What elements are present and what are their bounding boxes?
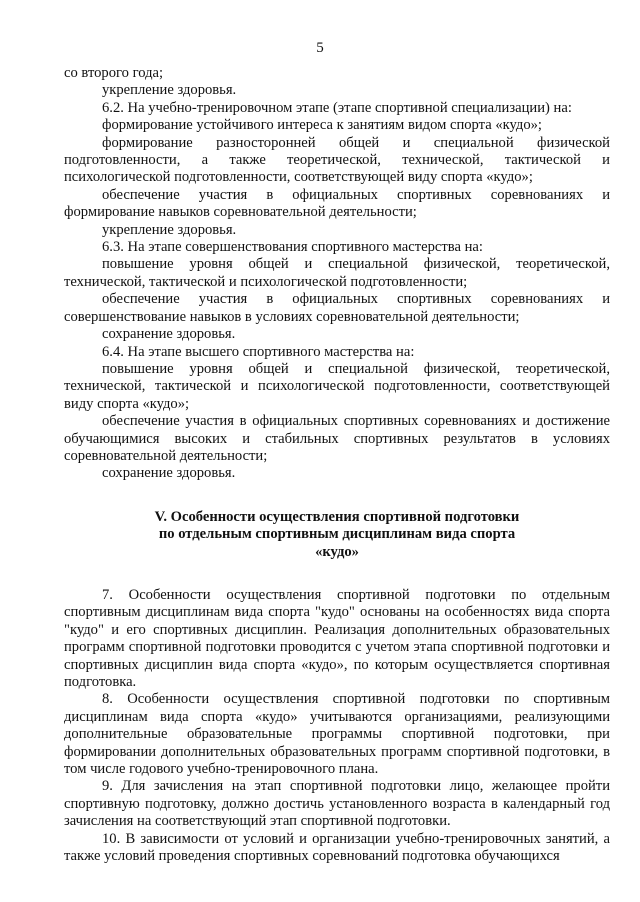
paragraph: формирование устойчивого интереса к занятиям видом спорта «кудо»; xyxy=(102,117,542,134)
paragraph: формирование разносторонней общей и специальной физической подготовленности, а также теоретической, технической, тактической и психологической подготовленности, соответствующей виду спорта «кудо»; xyxy=(64,134,610,186)
paragraph: укрепление здоровья. xyxy=(102,221,237,238)
page-number: 5 xyxy=(316,40,324,56)
paragraph: сохранение здоровья. xyxy=(102,465,236,482)
paragraph: повышение уровня общей и специальной физической, теоретической, технической, тактической и психологической подготовленности; xyxy=(64,256,610,290)
section-heading xyxy=(64,509,610,561)
paragraph: 6.4. На этапе высшего спортивного мастерства на: xyxy=(102,343,415,360)
paragraph: сохранение здоровья. xyxy=(102,326,236,343)
paragraph: 6.3. На этапе совершенствования спортивного мастерства на: xyxy=(102,239,483,256)
paragraph: 7. Особенности осуществления спортивной подготовки по отдельным спортивным дисциплинам вида спорта "кудо" основаны на особенностях вида спорта "кудо" и его спортивных дисциплин. Реализация дополнительных образовательных программ спортивной подготовки проводится с учетом этапа спортивной подготовки и спортивных дисциплин вида спорта «кудо», по которым осуществляется спортивная подготовка. xyxy=(64,586,610,690)
paragraph: 9. Для зачисления на этап спортивной подготовки лицо, желающее пройти спортивную подготовку, должно достичь установленного возраста в календарный год зачисления на соответствующий этап спортивной подготовки. xyxy=(64,778,610,830)
section-heading-line: V. Особенности осуществления спортивной подготовки xyxy=(154,508,520,525)
paragraph: обеспечение участия в официальных спортивных соревнованиях и совершенствование навыков в условиях соревновательной деятельности; xyxy=(64,291,610,325)
paragraph: со второго года; xyxy=(64,65,164,81)
paragraph: 10. В зависимости от условий и организации учебно-тренировочных занятий, а также условий проведения спортивных соревнований подготовка обучающихся xyxy=(64,830,610,865)
paragraph: 6.2. На учебно-тренировочном этапе (этапе спортивной специализации) на: xyxy=(102,99,572,116)
paragraph: 8. Особенности осуществления спортивной подготовки по спортивным дисциплинам вида спорта «кудо» учитываются организациями, реализующими дополнительные образовательные программы спортивной подготовки, при формировании дополнительных образовательных программ спортивной подготовки, в том числе годового учебно-тренировочного плана. xyxy=(64,691,610,778)
document-body xyxy=(64,65,610,865)
paragraph: укрепление здоровья. xyxy=(102,82,237,99)
paragraph: обеспечение участия в официальных спортивных соревнованиях и достижение обучающимися высоких и стабильных спортивных результатов в условиях соревновательной деятельности; xyxy=(64,413,610,464)
section-heading-line: «кудо» xyxy=(315,543,359,560)
paragraph: обеспечение участия в официальных спортивных соревнованиях и формирование навыков соревновательной деятельности; xyxy=(64,186,610,221)
paragraph: повышение уровня общей и специальной физической, теоретической, технической, тактической и психологической подготовленности, соответствующей виду спорта «кудо»; xyxy=(64,360,610,412)
section-heading-line: по отдельным спортивным дисциплинам вида спорта xyxy=(158,526,516,543)
